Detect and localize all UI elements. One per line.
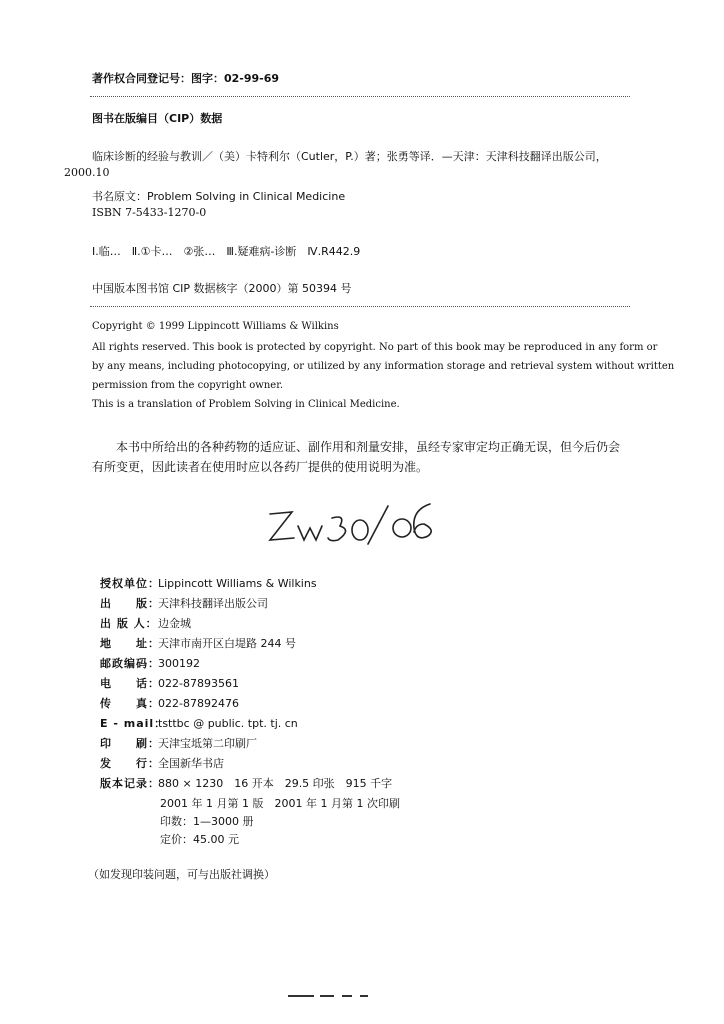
english-copyright-line: This is a translation of Problem Solving in Clinical Medicine. (92, 399, 400, 410)
english-copyright-line: by any means, including photocopying, or utilized by any information storage and retrieval system without written (92, 361, 675, 372)
imprint-key: 发 行： (100, 757, 160, 770)
divider (90, 96, 630, 97)
imprint-key: 电 话： (100, 677, 160, 690)
price: 定价：45.00 元 (160, 833, 239, 846)
imprint-value: 022-87892476 (158, 697, 239, 710)
cip-core-number: 中国版本图书馆 CIP 数据核字（2000）第 50394 号 (92, 282, 352, 295)
print-run: 印数：1—3000 册 (160, 815, 254, 828)
imprint-key: 邮政编码： (100, 657, 160, 670)
imprint-row (100, 675, 239, 691)
imprint-row (100, 775, 392, 791)
imprint-key: 出 版： (100, 597, 160, 610)
imprint-key: 传 真： (100, 697, 160, 710)
notice-line1: 本书中所给出的各种药物的适应证、副作用和剂量安排，虽经专家审定均正确无误，但今后仍会 (116, 440, 621, 454)
imprint-value: 天津市南开区白堤路 244 号 (158, 637, 296, 650)
imprint-value: 022-87893561 (158, 677, 239, 690)
copyright-registration: 著作权合同登记号：图字：02-99-69 (92, 72, 280, 85)
imprint-value: tsttbc @ public. tpt. tj. cn (158, 717, 298, 730)
scan-mark (320, 995, 334, 997)
cip-heading: 图书在版编目（CIP）数据 (92, 112, 223, 125)
notice-line2: 有所变更，因此读者在使用时应以各药厂提供的使用说明为准。 (92, 460, 429, 474)
imprint-key: 地 址： (100, 637, 160, 650)
imprint-row (100, 615, 191, 631)
isbn: ISBN 7-5433-1270-0 (92, 206, 207, 219)
imprint-key: E - mail： (100, 717, 167, 730)
scan-mark (360, 995, 368, 997)
original-title: 书名原文：Problem Solving in Clinical Medicine (92, 190, 346, 203)
english-copyright-line: permission from the copyright owner. (92, 380, 284, 391)
english-copyright-line: Copyright © 1999 Lippincott Williams & Wilkins (92, 321, 339, 332)
divider (90, 306, 630, 307)
imprint-row (100, 595, 268, 611)
imprint-value: 全国新华书店 (158, 757, 224, 770)
imprint-value: 300192 (158, 657, 200, 670)
english-copyright-line: All rights reserved. This book is protected by copyright. No part of this book may be reproduced in any form or (92, 342, 658, 353)
imprint-value: 880 × 1230 16 开本 29.5 印张 915 千字 (158, 777, 393, 790)
imprint-row (100, 735, 257, 751)
imprint-row (100, 655, 200, 671)
imprint-value: 天津科技翻译出版公司 (158, 597, 268, 610)
imprint-key: 印 刷： (100, 737, 160, 750)
footer-note: （如发现印装问题，可与出版社调换） (88, 868, 275, 881)
handwritten-signature (262, 496, 442, 552)
imprint-value: 边金城 (158, 617, 191, 630)
scan-mark (342, 995, 352, 997)
edition-line: 2001 年 1 月第 1 版 2001 年 1 月第 1 次印刷 (160, 797, 400, 810)
imprint-row (100, 635, 296, 651)
classification: Ⅰ.临… Ⅱ.①卡… ②张… Ⅲ.疑难病-诊断 Ⅳ.R442.9 (92, 245, 361, 258)
imprint-value: Lippincott Williams & Wilkins (158, 577, 317, 590)
imprint-row (100, 575, 317, 591)
imprint-key: 版本记录： (100, 777, 160, 790)
imprint-value: 天津宝坻第二印刷厂 (158, 737, 257, 750)
scan-mark (288, 995, 314, 997)
imprint-row (100, 695, 239, 711)
imprint-key: 出 版 人： (100, 617, 158, 630)
imprint-key: 授权单位： (100, 577, 160, 590)
imprint-row (100, 715, 298, 731)
imprint-row (100, 755, 224, 771)
cip-entry-line2: 2000.10 (64, 166, 110, 179)
cip-entry-line1: 临床诊断的经验与教训／（美）卡特利尔（Cutler，P.）著；张勇等译．—天津：天津科技翻译出版公司， (92, 150, 607, 163)
